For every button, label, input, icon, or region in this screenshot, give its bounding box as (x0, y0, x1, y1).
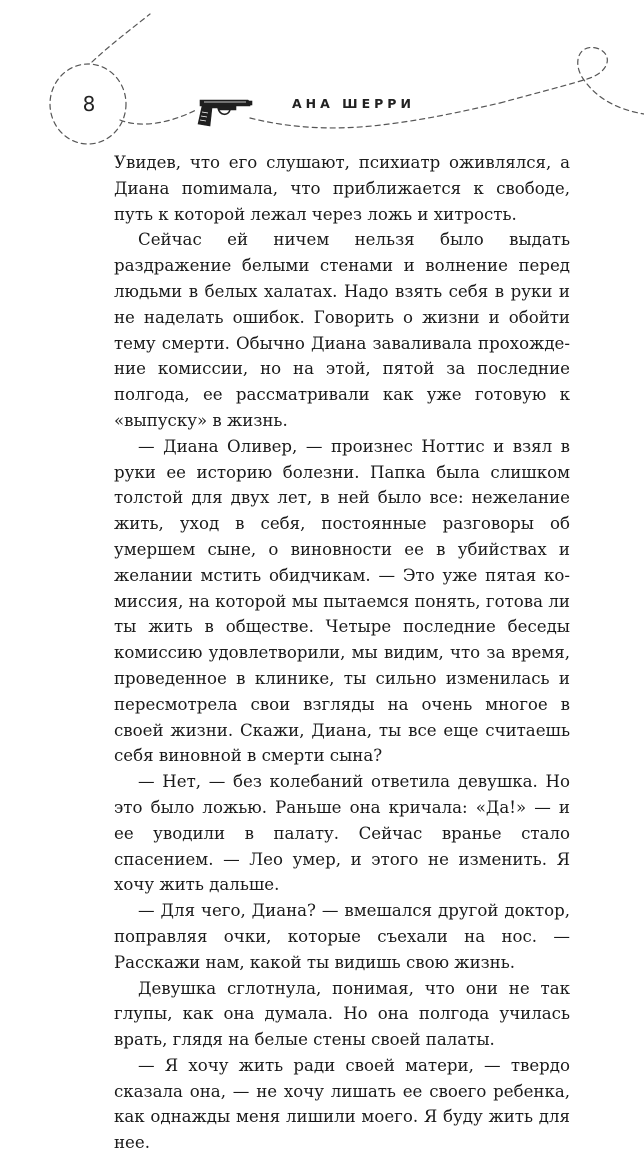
pistol-icon (196, 94, 254, 128)
body-text (114, 150, 570, 1156)
paragraph: — Нет, — без колебаний ответила девушка. Но это было ложью. Раньше она кричала: «Да!» — и ее уводили в палату. Сейчас вранье стало спасением. — Лео умер, и этого не изменить. Я хочу жить дальше. (114, 772, 570, 895)
paragraph: Девушка сглотнула, понимая, что они не так глупы, как она думала. Но она полгода училась врать, глядя на белые стены своей палаты. (114, 978, 570, 1050)
paragraph: Увидев, что его слушают, психиатр оживлялся, а Диана поmимала, что приближается к свободе, путь к которой лежал через ложь и хитрость. (114, 153, 570, 224)
paragraph: Сейчас ей ничем нельзя было выдать раздражение белыми стенами и волнение перед людьми в белых халатах. Надо взять себя в руки и не наделать ошибок. Говорить о жизни и обойти тему смерти. Обычно Диана заваливала прохождение комиссии, но на этой, пятой за последние полгода, ее рассматривали как уже готовую к «выпуску» в жизнь. (114, 230, 570, 430)
paragraph: — Я хочу жить ради своей матери, — твердо сказала она, — не хочу лишать ее своего ребенка, как однажды меня лишили моего. Я буду жить для нее. (114, 1055, 570, 1153)
running-head-author: АНА ШЕРРИ (292, 96, 415, 111)
page-number: 8 (82, 92, 96, 116)
paragraph: — Для чего, Диана? — вмешался другой доктор, поправляя очки, которые съехали на нос. — Расскажи нам, какой ты видишь свою жизнь. (114, 901, 570, 972)
paragraph: — Диана Оливер, — произнес Ноттис и взял в руки ее историю болезни. Папка была слишком толстой для двух лет, в ней было все: нежелание жить, уход в себя, постоянные разговоры об умершем сыне, о виновности ее в убийствах и желании мстить обидчикам. — Это уже пятая комиссия, на которой мы пытаемся понять, готова ли ты жить в обществе. Четыре последние беседы комиссию удовлетворили, мы видим, что за время, проведенное в клинике, ты сильно изменилась и пересмотрела свои взгляды на очень многое в своей жизни. Скажи, Диана, ты все еще считаешь себя виновной в смерти сына? (114, 436, 570, 766)
dashed-curve-decoration (0, 0, 644, 150)
